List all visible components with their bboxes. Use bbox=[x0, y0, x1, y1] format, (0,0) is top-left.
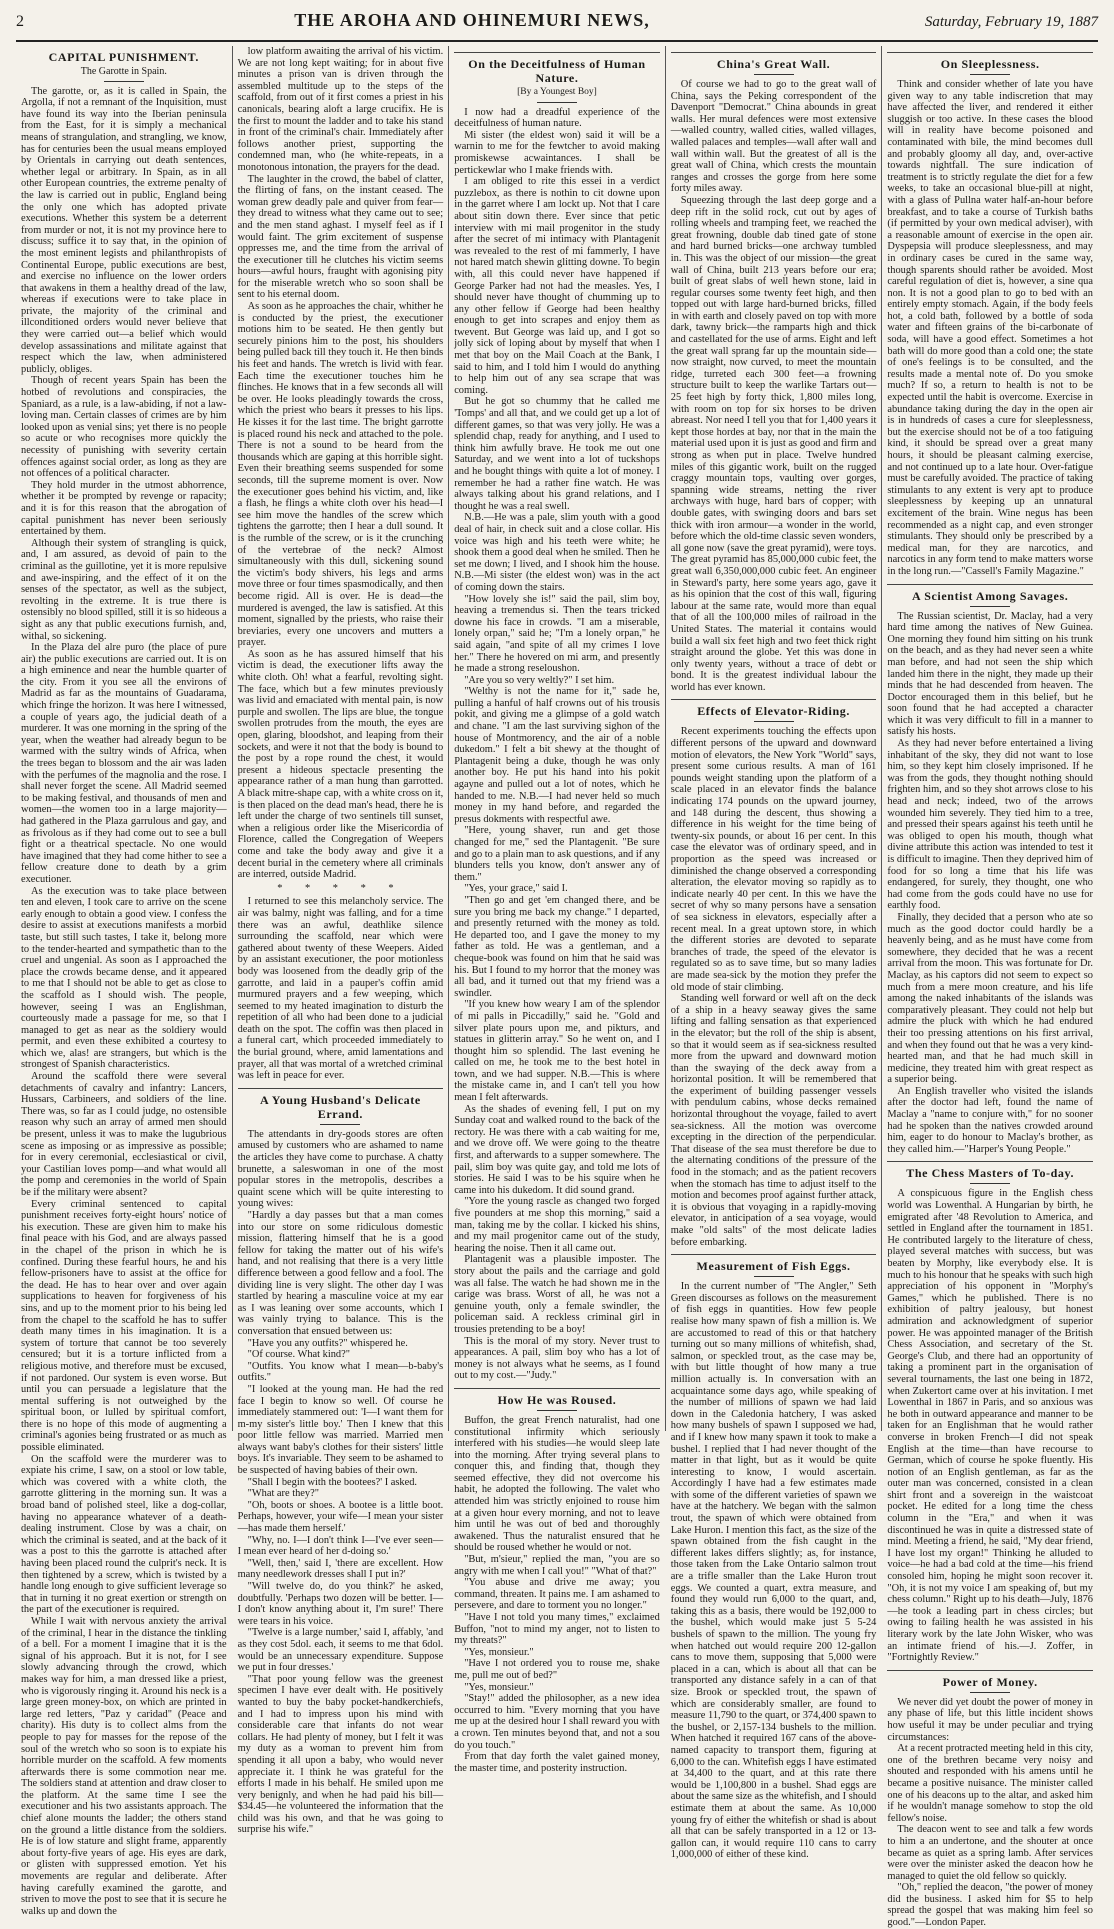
article-paragraph: As soon as he has assured himself that his victim is dead, the executioner lifts away the white cloth. Oh! what a fearful, revolting sight. The face, which but a few minutes previously was livid and emaciated with mental pain, is now purple and swollen. The lips are blue, the tongue swollen protrudes from the mouth, the eyes are open, glaring, bloodshot, and leaping from their sockets, and were it not that the body is bound to the post by a rope round the chest, it would present a hideous spectacle presenting the appearance rather of a man hung than garrotted. A black mitre-shape cap, with a white cross on it, is then placed on the dead man's head, there he is left under the charge of two sentinels till sunset, when a religious order like the Misericordia of Florence, called the Congregation of Weepers come and take the body away and give it a decent burial in the cemetery where all criminals are interred, outside Madrid. bbox=[237, 648, 444, 881]
article-paragraph: "You abuse and drive me away; you command, threaten. It pains me. I am ashamed to persevere, and dare to torment you no longer." bbox=[454, 1577, 660, 1612]
article-paragraph: I am obliged to rite this essei in a verdict puzzlebox, as there is nothin to cit downe upon in the garret where I am lockt up. Not that I care about sitin down there. Ever since that petic interview with mi mail progenitor in the study after the secret of mi intimacy with Plantagenit was revealed to the rest of mi fammerly, I have not hared match shewin glitting downe. To begin with, all this could never have happened if George Parker had not had the measles. Yes, I should never have thought of chumming up to any other fellow if George had been healthy enough to get into scrapes and enjoy them as twevent. But George was laid up, and I got so jolly sick of loping about by myself that when I met that boy on the Mail Coach at the Bank, I said to him, and I told him I would do anything to help him out of any sea scrape that was coming. bbox=[454, 176, 660, 396]
article-headline: A Scientist Among Savages. bbox=[912, 588, 1069, 603]
headline-rule bbox=[537, 1410, 577, 1411]
article-paragraph: Around the scaffold there were several detachments of cavalry and infantry: Lancers, Hussars, Carbineers, and soldiers of the line. There was, so far as I could judge, no ostensible reason why such an array of armed men should be present, unless it was to make the lugubrious scene as imposing or as impressive as possible; for in every ceremonial, ecclesiastical or civil, your Castilian loves pomp—and what would all the pomp and ceremonies in the world of Spain be if the military were absent? bbox=[21, 1071, 227, 1198]
article-paragraph: "Welthy is not the name for it," sade he, pulling a hanful of half crowns out of his trousis pokit, and giving me a glimpse of a gold watch and chane. "I am the last surviving sighon of the house of Montmorency, and the air of a noble dukedom." I felt a bit shewy at the thought of Plantagenit being a duke, though he was only another boy. He put his hand into his pokit agayne and pulled out a lot of notes, which he handed to me. N.B.—I had never held so much money in my hand before, and regarded the presus dokments with respectful awe. bbox=[454, 686, 660, 825]
article-paragraph: A conspicuous figure in the English chess world was Lowenthal. A Hungarian by birth, he emigrated after '48 Revolution to America, and settled in England after the tournament in 1851. He contributed largely to the literature of chess, played several matches with success, but was beaten by Morphy, like everybody else. It is much to his honour that he speaks with such high appreciation of his opponent in "Morphy's Games," which he published. There is no exhibition of paltry jealousy, but honest admiration and acknowledgment of superior power. He was appointed manager of the British Chess Association, and secretary of the St. George's Club, and there had an opportunity of taking a prominent part in the organisation of several tournaments, the last one being in 1872, when Zukertort came over at his invitation. I met Lowenthal in 1867 in Paris, and so anxious was he both in outward appearance and manner to be taken for an Englishman that he would rather converse in broken French—I did not speak English at the time—than have recourse to German, which of course he spoke fluently. His notion of an English gentleman, as far as the outer man was concerned, consisted in a clean shirt front and a sovereign in the waistcoat pocket. He edited for a long time the chess column in the "Era," and when it was discontinued he was in quite a distressed state of mind. Meeting a friend, he said, "My dear friend, I have lost my organ!" Thinking he alluded to voice—he had a bad cold at the time—his friend consoled him, hoping he might soon recover it. "Oh, it is not my voice I am speaking of, but my chess column." Right up to his death—July, 1876—he took a leading part in chess circles; but owing to failing health he was assisted in his literary work by the late John Wisker, who was an intimate friend of his.—J. Zoffer, in "Fortnightly Review." bbox=[887, 1188, 1093, 1664]
article-headline: How He was Roused. bbox=[497, 1392, 617, 1407]
article-paragraph: "Are you so very weltly?" I set him. bbox=[464, 674, 615, 686]
article-headline: Power of Money. bbox=[942, 1674, 1038, 1689]
article-paragraph: While I wait with nervous anxiety the arrival of the criminal, I hear in the distance the tinkling of a bell. For a moment I imagine that it is the signal of his approach. But it is not, for I see slowly advancing through the crowd, which makes way for him, a man dressed like a priest, who is vigorously ringing it. Around his neck is a large green money-box, on which are printed in large red letters, "Paz y caridad" (Peace and charity). His duty is to collect alms from the people to pay for masses for the repose of the soul of the wretch who so soon is to expiate his horrible murder on the scaffold. A few moments afterwards there is some commotion near me. The soldiers stand at attention and draw closer to the platform. At the same time I see the executioner and his two assistants approach. The chief alone mounts the ladder; the others stand on the ground a little distance from the soldiers. He is of low stature and slight frame, apparently about forty-five years of age. His eyes are dark, or glisten with suppressed emotion. Yet his movements are regular and deliberate. After having carefully examined the garotte, and striven to move the post to see that it is secure he walks up and down the bbox=[21, 1615, 227, 1917]
masthead bbox=[16, 10, 1098, 36]
article-headline: Measurement of Fish Eggs. bbox=[696, 1259, 851, 1274]
article-paragraph: As the shades of evening fell, I put on my Sunday coat and walked round to the back of the rectory. He was there with a cab waiting for me, and we drove off. We were going to the theatre first, and afterwards to a supper somewhere. The pail, slim boy was quite gay, and told me lots of stories. He said I was to be his squire when he came into his dukedom. It did sound grand. bbox=[454, 1103, 660, 1196]
article-paragraph: At a recent protracted meeting held in this city, one of the brethren became very noisy and shouted and responded with his amens until he became a positive nuisance. The minister called one of his deacons up to the altar, and asked him if he wouldn't manage somehow to stop the old fellow's noise. bbox=[887, 1743, 1093, 1824]
article-separator bbox=[887, 584, 1093, 585]
article-separator bbox=[454, 1388, 660, 1389]
headline-rule bbox=[754, 721, 794, 722]
article-paragraph: I now had a dreadful experience of the deceitfulness of human nature. bbox=[454, 106, 660, 130]
article-headline: The Chess Masters of To-day. bbox=[906, 1166, 1075, 1181]
section-break-stars: * * * * * bbox=[277, 882, 404, 894]
article-headline: On Sleeplessness. bbox=[940, 57, 1040, 71]
article-paragraph: The attendants in dry-goods stores are often amused by customers who are ashamed to name the articles they have come to purchase. A chatty brunette, a saleswoman in one of the most popular stores in the metropolis, describes a quaint scene which will be quite interesting to young wives: bbox=[237, 1128, 444, 1210]
article bbox=[21, 50, 227, 1917]
article bbox=[671, 57, 877, 693]
article-paragraph: In the Plaza del alre puro (the place of pure air) the public executions are carried out. It is on a high eminence and near the humble quarter of the city. From it you see all the environs of Madrid as far as the mountains of Guadarama, which fringe the horizon. It was here I witnessed, a couple of years ago, the judicial death of a murderer. It was one morning in the spring of the year, when the weather had already begun to be warmed with the sultry winds of Africa, when the trees began to blossom and the air was laden with the perfumes of the magnolia and the rose. I shall never forget the scene. All Madrid seemed to be making festival, and thousands of men and women—the women too in a large majority—had gathered in the Plaza garrulous and gay, and as frivolous as if they had come out to see a bull fight or a theatrical spectacle. No one would have imagined that they had come hither to see a fellow creature done to death by a grim executioner. bbox=[21, 642, 227, 885]
article-headline: CAPITAL PUNISHMENT. bbox=[48, 50, 199, 64]
article-separator bbox=[671, 1254, 877, 1255]
article bbox=[887, 589, 1093, 1156]
article-paragraph: Recent experiments touching the effects upon different persons of the upward and downward motion of elevators, the New York "World" says, present some curious results. A man of 161 pounds weight standing upon the platform of a scale placed in an elevator finds the balance indicating 174 pounds on the upward journey, and 148 during the descent, thus showing a difference in his weight for the time being of twenty-six pounds, or about 16 per cent. In this case the elevator was of ordinary speed, and in proportion as the speed was increased or diminished the change observed a corresponding alteration, the elevator moving so rapidly as to indicate nearly 40 per cent. In this we have the secret of why so many persons have a sensation of sea sickness in elevators, especially after a recent meal. In a great uptown store, in which the different stories are devoted to separate branches of trade, the speed of the elevator is regulated so as to save time, but so many ladies are made sea-sick by the motion they prefer the old mode of stair climbing. bbox=[670, 726, 877, 993]
article bbox=[454, 57, 660, 1382]
article-headline: Effects of Elevator-Riding. bbox=[697, 704, 850, 719]
article bbox=[887, 57, 1093, 578]
article-separator bbox=[887, 52, 1093, 53]
column-2 bbox=[233, 46, 450, 1836]
article-headline: On the Deceitfulness of Human Nature. bbox=[468, 57, 646, 85]
article-paragraph: Mi sister (the eldest won) said it will be a warnin to me for the fewtcher to avoid making promiskewse acwaintances. I shall be pertickewlar who I make friends with. bbox=[454, 129, 660, 176]
article bbox=[671, 704, 877, 1248]
article-separator bbox=[238, 1088, 444, 1089]
article-paragraph: "Will twelve do, do you think?' he asked, doubtfully. 'Perhaps two dozen will be better. I—I don't know anything about it, I'm sure!' There were tears in his voice. bbox=[237, 1581, 444, 1627]
article bbox=[454, 1393, 660, 1774]
headline-rule bbox=[970, 74, 1010, 75]
article-paragraph: "Stay!" added the philosopher, as a new idea occurred to him. "Every morning that you have me up at the desired hour I shall reward you with a crown. Ten minutes beyond that, and not a sou do you touch." bbox=[454, 1693, 660, 1751]
article-paragraph: From that day forth the valet gained money, the master time, and posterity instruction. bbox=[454, 1751, 660, 1774]
article-paragraph: "But, m'sieur," replied the man, "you are so angry with me when I call you!" "What of that?" bbox=[454, 1554, 660, 1577]
article-separator bbox=[887, 1161, 1093, 1162]
article-paragraph: Every criminal sentenced to capital punishment receives forty-eight hours' notice of his execution. These are given him to make his final peace with his God, and are always passed in the chapel of the prison in which he is confined. During these fearful hours, he and his fellow-prisoners have to assist at the office for the dead. He has to hear over and over again supplications to heaven for forgiveness of his sins, and up to the moment prior to his being led from the chapel to the scaffold he has to suffer death many times in his imagination. It is a system of torture that cannot be too severely censured; but it is a torture inflicted from a religious motive, and therefore must be excused, if not pardoned. Our system is even worse. But until you can persuade a legislature that the mental suffering is not outweighed by the spiritual boon, or lulled by spiritual comfort, there is no hope of this mode of augmenting a criminal's agonies being frustrated or as much as possible eliminated. bbox=[21, 1198, 227, 1454]
article-paragraph: Standing well forward or well aft on the deck of a ship in a heavy seaway gives the same lifting and falling sensation as that experienced in the elevator; but the roll of the ship is absent, so that it would seem as if sea-sickness resulted more from the upward and downward motion than the swaying of the deck away from a horizontal position. It will be remembered that the experiment of building passenger vessels with pendulum cabins, whose decks remained horizontal throughout the voyage, failed to avert sea-sickness. All the motion was overcome excepting in the direction of the perpendicular. That disease of the sea must therefore be due to the alternating conditions of the pressure of the food in the stomach; and as the patient recovers when the stomach has time to adjust itself to the motion and becomes proof against further attack, it is obvious that voyaging in a rapidly-moving elevator, in anticipation of a sea voyage, would make "old salts" of the most delicate ladies before embarking. bbox=[670, 993, 877, 1248]
article-paragraph: N.B.—He was a pale, slim youth with a good deal of hair, in check suit and a close collar. His voice was high and his teeth were white; he shook them a good deal when he smiled. Then he set me down; I lived, and I shook him the house. N.B.—Mi sister (the eldest won) was in the act of coming down the stairs. bbox=[454, 512, 660, 593]
column-5 bbox=[882, 46, 1098, 1929]
article bbox=[238, 1093, 444, 1836]
article-paragraph: "Yore the young rascle as changed two forged five pounders at me shop this morning," said a man, taking me by the collar. I kicked his shins, and my mail progenitor came out of the study, hearing the noise. Then it all came out. bbox=[454, 1196, 660, 1254]
article-paragraph: "Yes, monsieur." bbox=[464, 1646, 534, 1658]
article-paragraph: Of course we had to go to the great wall of China, says the Peking correspondent of the Davenport "Democrat." China abounds in great walls. Her mural defences were most extensive—walled country, walled cities, walled villages, walled palaces and temples—wall after wall and wall within wall. But the greatest of all is the great wall of China, which crests the mountain ranges and crosses the gorge from here some forty miles away. bbox=[670, 79, 877, 195]
article-paragraph: "What are they?" bbox=[247, 1488, 319, 1500]
article-paragraph: "Have I not told you many times," exclaimed Buffon, "not to mind my anger, not to listen to my threats?" bbox=[454, 1612, 660, 1647]
article-paragraph: "Twelve is a large number,' said I, affably, 'and as they cost 5dol. each, it seems to me that 6dol. would be an unnecessary expenditure. Suppose we put in four dresses.' bbox=[237, 1627, 444, 1674]
article-paragraph: I returned to see this melancholy service. The air was balmy, night was falling, and for a time there was an awful, deathlike silence surrounding the scaffold, near which were gathered about twenty of these Weepers. Aided by an assistant executioner, the poor motionless body was loosened from the deadly grip of the garrotte, and laid in a pauper's coffin amid murmured prayers and a few weeping, which seemed to my heated imagination to disturb the repetition of all who had been done to a judicial death on the spot. The coffin was then placed in a funeral cart, which proceeded immediately to the burial ground, where, amid lamentations and prayer, all that was mortal of a wretched criminal was left in peace for ever. bbox=[237, 896, 444, 1082]
article-paragraph: "Yes, your grace," said I. bbox=[464, 883, 568, 895]
article-paragraph: "Outfits. You know what I mean—b-baby's outfits." bbox=[237, 1360, 444, 1384]
article-separator bbox=[887, 1670, 1093, 1671]
article-paragraph: We never did yet doubt the power of money in any phase of life, but this little incident shows how useful it may be under peculiar and trying circumstances: bbox=[887, 1696, 1093, 1743]
article-paragraph: "How lovely she is!" said the pail, slim boy, heaving a tremendus si. Then the tears tricked downe his face in crowds. "I am a miserable, lonely orpan," said he; "I'm a lonely orpan," he said again, "and spite of all my crimes I love her." There he hovered on mi arm, and presently he made a strong reseloushon. bbox=[454, 593, 660, 675]
article-paragraph: Although their system of strangling is quick, and, I am assured, as devoid of pain to the criminal as the guillotine, yet it is more repulsive and awe-inspiring, and the effect of it on the senses of the spectator, as well as the subject, revolting in the extreme. It is true there is ostensibly no blood spilled, still it is so hideous a sight as any that public executions furnish, and, withal, so sickening. bbox=[21, 537, 227, 642]
article bbox=[887, 1166, 1093, 1663]
article bbox=[671, 1259, 877, 1861]
article-separator bbox=[671, 699, 877, 700]
article-paragraph: Think and consider whether of late you have given way to any table indiscretion that may have affected the liver, and rendered it either sluggish or too active. In these cases the blood will in reality have become poisoned and contaminated with bile, the mind becomes dull and probably gloomy all day, and, over-active towards nightfall. The sure indication of treatment is to strictly regulate the diet for a few weeks, to take an occasional blue-pill at night, with a glass of Pullna water half-an-hour before breakfast, and to take a course of Turkish baths (if permitted by your own medical adviser), with a reasonable amount of exercise in the open air. Dyspepsia will produce sleeplessness, and may in ordinary cases be cured in the same way, though sparents should rather be avoided. Most careful regulation of diet is, however, a sine qua non. It is not a good plan to go to bed with an entirely empty stomach. Again, if the body feels hot, a cold bath, followed by a bottle of soda water and fifteen grains of the bi-carbonate of soda, will have a good effect. Sometimes a hot bath will do more good than a cold one; the state of one's feelings is to be consulted, and the results made a mental note of. Do you smoke much? If so, a return to health is not to be expected until the habit is overcome. Exercise in abundance taking during the day in the open air is in hundreds of cases a cure for sleeplessness, but the exercise should not be of a too fatiguing kind, it should be spread over a great many hours, it should be pleasant calming exercise, and not continued up to a late hour. Over-fatigue must be carefully avoided. The practice of taking stimulants to any extent is very apt to produce sleeplessness by keeping up an unnatural excitement of the brain. Wine negus has been recommended as a night cap, and even stronger stimulants. They should only be prescribed by a medical man, for they are narcotics, and narcotics in any form tend to make matters worse in the long run.—"Cassell's Family Magazine." bbox=[887, 79, 1093, 577]
article-byline: [By a Youngest Boy] bbox=[517, 87, 597, 97]
article bbox=[238, 883, 444, 1082]
article bbox=[238, 46, 444, 881]
article-paragraph: This is the moral of my story. Never trust to appearances. A pail, slim boy who has a lot of money is not always what he seems, as I found out to my cost.—"Judy." bbox=[454, 1335, 660, 1382]
issue-date: Saturday, February 19, 1887 bbox=[924, 14, 1098, 30]
article-paragraph: Plantagenit was a plausible imposter. The story about the pails and the carriage and gold was all false. The watch he had shown me in the carige was brass. Worst of all, he was not a genuine youth, only a female swindler, the policeman said. A reckless criminal girl in trousies pretending to be a boy! bbox=[454, 1254, 660, 1335]
masthead-rule bbox=[16, 40, 1098, 42]
page-number: 2 bbox=[16, 13, 24, 30]
headline-rule bbox=[970, 606, 1010, 607]
column-3 bbox=[449, 46, 666, 1774]
article-paragraph: "Oh, boots or shoes. A bootee is a little boot. Perhaps, however, your wife—I mean your sister—has made them herself.' bbox=[237, 1499, 444, 1535]
article-paragraph: Squeezing through the last deep gorge and a deep rift in the solid rock, cut out by ages of rolling wheels and tramping feet, we reached the great frowning, double dab tined gate of stone and hard burned bricks—one archway tumbled in. This was the object of our mission—the great wall of China, built 213 years before our era; built of great slabs of well hewn stone, laid in regular courses some twenty feet high, and then topped out with large hard-burned bricks, filled in with earth and closely paved on top with more dark, tawny brick—the ramparts high and thick and castellated for the use of arms. Eight and left the great wall sprang far up the mountain side—now straight, now curved, to meet the mountain ridge, turreted each 300 feet—a frowning structure built to keep the warlike Tartars out—25 feet high by forty thick, 1,800 miles long, with room on top for six horses to be driven abreast. Nor need I tell you that for 1,400 years it kept those hordes at bay, nor that in the main the material used upon it is just as good and firm and strong as when put in place. Twelve hundred miles of this gigantic work, built on the rugged craggy mountain tops, vaulting over gorges, spanning wide streams, netting the river archways with huge, hard bars of copper; with double gates, with swinging doors and bars set thick with iron armour—a wonder in the world, before which the old-time classic seven wonders, all gone now (save the great pyramid), were toys. The great pyramid has 85,000,000 cubic feet, the great wall 6,350,000,000 cubic feet. An engineer in Steward's party, here some years ago, gave it as his opinion that the cost of this wall, figuring labour at the same rate, would more than equal that of all the 100,000 miles of railroad in the United States. The material it contains would build a wall six feet high and two feet thick right straight around the globe. Yet this was done in only twenty years, without a trace of debt or bond. It is the greatest individual labour the world has ever known. bbox=[670, 194, 877, 693]
article-paragraph: The Russian scientist, Dr. Maclay, had a very hard time among the natives of New Guinea. One morning they found him sitting on his trunk on the beach, and as they had never seen a white man before, and had not seen the ship which landed him there in the night, they made up their minds that he had descended from heaven. The Doctor encouraged them in this belief, but he soon found that he had accepted a character which it was very difficult to fill in a manner to satisfy his hosts. bbox=[887, 610, 1093, 738]
headline-rule bbox=[754, 74, 794, 75]
article-paragraph: "Hardly a day passes but that a man comes into our store on some ridiculous domestic mission, flattering himself that he is a good fellow for taking the matter out of his wife's hand, and not realising that there is a very little difference between a good fellow and a fool. The dividing line is very slight. The other day I was startled by hearing a masculine voice at my ear as I was leaning over some accounts, which I was vainly trying to balance. This is the conversation that ensued between us: bbox=[237, 1210, 444, 1337]
article-paragraph: As the execution was to take place between ten and eleven, I took care to arrive on the scene early enough to obtain a good view. I confess the desire to assist at executions manifests a morbid taste, but still such tastes, I take it, belong more to the tender-hearted and sympathetic than to the cruel and ungenial. As soon as I approached the place the crowds became dense, and it appeared to me that I should not be able to get as close to the scaffold as I should wish. The people, however, seeing I was an Englishman, courteously made a passage for me, so that I managed to get as near as the soldiery would permit, and even these exhibited a courtesy to which we, alas! are strangers, but which is the strongest of Spanish characteristics. bbox=[21, 885, 227, 1071]
article-paragraph: Finally, they decided that a person who ate so much as the good doctor could hardly be a heavenly being, and as he must have come from somewhere, they decided that he was a recent arrival from the moon. This was fortunate for Dr. Maclay, as his captors did not seem to expect so much from a mere moon creature, and his life among the naked inhabitants of the islands was comparatively pleasant. They could not help but admire the pluck with which he had endured their too pressing attentions on his first arrival, and when they found out that he was a very kind-hearted man, and that he had much skill in medicine, they treated him with great respect as a superior being. bbox=[887, 911, 1093, 1086]
article-paragraph: "If you knew how weary I am of the splendor of mi palls in Piccadilly," said he. "Gold and silver plate pours upon me, and pikturs, and statues in glitterin array." So he went on, and I thought him so splendid. The last evening he called on me, he took me to the best hotel in town, and we had supper. N.B.—This is where the mistake came in, and I can't tell you how mean I felt afterwards. bbox=[454, 999, 660, 1104]
article-paragraph: On the scaffold were the murderer was to expiate his crime, I saw, on a stool or low table, which was covered with a white cloth, the garrotte glittering in the morning sun. It was a broad band of polished steel, like a dog-collar, having no appearance whatever of a death-dealing instrument. Close by was a chair, on which the criminal is seated, and at the back of it was a post to this the garrotte is attached after having been placed round the culprit's neck. It is then tightened by a screw, which is twisted by a handle long enough to give sufficient leverage so that in turning it no great exertion or strength on the part of the executioner is required. bbox=[21, 1453, 227, 1616]
article-paragraph: "Have you any outfits?" whispered he. bbox=[247, 1337, 408, 1349]
article-paragraph: "Here, young shaver, run and get those changed for me," sed the Plantagenit. "Be sure and go to a plain man to ask questions, and if any blunders tells you know, don't answer any of them." bbox=[454, 825, 660, 883]
headline-rule bbox=[537, 102, 577, 103]
article-paragraph: "Yes, monsieur." bbox=[464, 1681, 534, 1693]
headline-rule bbox=[970, 1692, 1010, 1693]
article-paragraph: "Well, then,' said I, 'there are excellent. How many needlework dresses shall I put in?' bbox=[237, 1557, 444, 1581]
article-paragraph: The laughter in the crowd, the babel of clatter, the flirting of fans, on the instant ceased. The woman grew deadly pale and quiver from fear—they dread to witness what they came out to see; and the men stand aghast. I myself feel as if I would faint. The grim excitement of suspense oppresses me, and the time from the arrival of the executioner till he clutches his victim seems hours—awful hours, fraught with agonising pity for the miserable wretch who so soon shall be sent to his eternal doom. bbox=[237, 173, 444, 301]
article-separator bbox=[454, 52, 660, 53]
headline-rule bbox=[104, 81, 144, 82]
article-paragraph: The deacon went to see and talk a few words to him a an undertone, and the shouter at once became as quiet as a spring lamb. After services were over the minister asked the deacon how he managed to quiet the old fellow so quickly. bbox=[887, 1824, 1093, 1882]
article-paragraph: In the current number of "The Angler," Seth Green discourses as follows on the measurement of fish eggs in quantities. How few people realise how many spawn of fish a million is. We are accustomed to read of this or that hatchery turning out so many millions of whitefish, shad, salmon, or speckled trout, as the case may be, with but little thought of how many a true million actually is. In conversation with an acquaintance some days ago, while speaking of the number of millions of spawn we had laid down in the Caledonia hatchery, I was asked how many bushels of spawn I supposed we had, and if I knew how many spawn it took to make a bushel. I replied that I had never thought of the matter in that light, but as it would be quite interesting to know, I would ascertain. Accordingly I have had a few estimates made with some of the different varieties of spawn we have at the hatchery. We began with the salmon trout, the spawn of which were obtained from Lake Huron. I mention this fact, as the size of the spawn obtained from the fish caught in the different lakes differs slightly; as, for instance, those taken from the Lake Ontario salmon trout are a trifle smaller than the Lake Huron trout eggs. We counted a quart, extra measure, and found they would run 6,000 to the quart, and, taking this as a basis, there would be 192,000 to the bushel, which would make just 5 5-24 bushels of spawn to the million. The young fry when hatched out would require 200 12-gallon cans to move them, supposing that 5,000 were placed in a can, which is about all that can be transported any distance safely in a can of that size. Brook or speckled trout, the spawn of which are considerably smaller, are found to measure 11,790 to the quart, or 374,400 spawn to the bushel, or 2,157-134 bushels to the million. When hatched it required 167 cans of the above-named capacity to transport them, figuring at 6,000 to the can. Whitefish eggs I have estimated at 34,400 to the quart, and at this rate there would be 1,100,800 in a bushel. Shad eggs are about the same size as the whitefish, and I should estimate them at about the same. As 10,000 young fry of either the whitefish or shad is about all that can be safely transported in a 12 or 13-gallon can, it would require 110 cans to carry 1,000,000 of either of these kind. bbox=[670, 1281, 877, 1861]
headline-rule bbox=[970, 1183, 1010, 1184]
article-paragraph: An English traveller who visited the islands after the doctor had left, found the name of Maclay a "name to conjure with," for no sooner had he spoken than the natives crowded around him, eager to do honour to Maclay's brother, as they called him.—"Harper's Young People." bbox=[887, 1085, 1093, 1155]
article-paragraph: "Have I not ordered you to rouse me, shake me, pull me out of bed?" bbox=[454, 1658, 660, 1681]
article-headline: A Young Husband's Delicate Errand. bbox=[259, 1092, 421, 1121]
article-paragraph: As soon as he approaches the chair, whither he is conducted by the priest, the executioner motions him to be seated. He then gently but securely pinions him to the post, his shoulders being pulled back till they touch it. He then binds his feet and hands. The wretch is livid with fear. Each time the executioner touches him he flinches. He knows that in a few seconds all will be over. He looks pleadingly towards the cross, which the priest who bears it presses to his lips. He kisses it for the last time. The bright garrotte is placed round his neck and attached to the pole. There is not a sound to be heard from the thousands which are gaping at this horrible sight. Even their breathing seems suspended for some seconds, till the supreme moment is over. Now the executioner goes behind his victim, and, like a flash, he flings a white cloth over his head—I see him move the handles of the screw which tightens the garrotte; then I hear a dull sound. It is the rumble of the screw, or is it the crunching of the vertebrae of the neck? Almost simultaneously with this dull, sickening sound the victim's body shivers, his legs and arms move three or four times spasmodically, and then become rigid. All is over. He is dead—the murdered is avenged, the law is satisfied. At this moment, signalled by the priests, who raise their breviaries, every one uncovers and mutters a prayer. bbox=[237, 301, 444, 649]
article-paragraph: "That poor young fellow was the greenest specimen I have ever dealt with. He positively wanted to buy the baby pocket-handkerchiefs, and I had to impress upon his mind with considerable care that infants do not wear collars. He had plenty of money, but I felt it was my duty as a woman to prevent him from spending it all upon a baby, who would never appreciate it. I think he was grateful for the efforts I made in his behalf. He smiled upon me very benignly, and when he had paid his bill—$34.45—he volunteered the information that the child was his own, and that he was going to surprise his wife." bbox=[237, 1673, 444, 1836]
article-headline: China's Great Wall. bbox=[716, 57, 831, 71]
article-paragraph: The garotte, or, as it is called in Spain, the Argolla, if not a remnant of the Inquisition, must have found its way into the Iberian peninsula from the East, for it is simply a mechanical means of strangulation, and strangling, we know, has for centuries been the usual means employed by Orientals in carrying out death sentences, whether legal or arbitrary. In Spain, as in all other European countries, the extreme penalty of the law is carried out in public, England being the only one which has adopted private executions. Whether this system be a deterrent from murder or not, it is not my province here to discuss; suffice it to say that, in the opinion of the most eminent legists and philanthropists of Continental Europe, public executions are best, and exercise no influence on the lower orders that awakens in them a healthy dread of the law, whereas if executions were to take place in private, the majority of the criminal and illconditioned orders would never believe that they were carried out—a belief which would develop assassinations and militate against that respect which the law, when administered publicly, obliges. bbox=[21, 85, 227, 375]
article bbox=[887, 1675, 1093, 1929]
article-separator bbox=[671, 52, 877, 53]
column-4 bbox=[666, 46, 883, 1861]
article-paragraph: "I looked at the young man. He had the red face I begin to know so well. Of course he immediately stammered out: 'I—I want them for m-my sister's little boy.' Then I knew that this poor little fellow was married. Married men always want baby's clothes for their sisters' little boys. It's invariable. They seem to be ashamed to be suspected of having babies of their own. bbox=[237, 1383, 444, 1477]
article-paragraph: Buffon, the great French naturalist, had one constitutional infirmity which seriously interfered with his studies—he would sleep late into the morning. After trying several plans to conquer this, and finding that, though they seemed effective, they did not overcome his habit, he adopted the following. The valet who attended him was strictly enjoined to rouse him at a given hour every morning, and not to leave him until he was out of bed and thoroughly awakened. Thus the naturalist ensured that he should be roused whether he would or not. bbox=[454, 1414, 660, 1554]
column-1 bbox=[16, 46, 233, 1917]
article-paragraph: "Oh," replied the deacon, "the power of money did the business. I asked him for $5 to help spread the gospel that was making him feel so good."—London Paper. bbox=[887, 1882, 1093, 1929]
newspaper-title: THE AROHA AND OHINEMURI NEWS, bbox=[294, 10, 650, 30]
article-paragraph: They hold murder in the utmost abhorrence, whether it be prompted by revenge or rapacity; and it is for this reason that the abrogation of capital punishment has never been seriously entertained by them. bbox=[21, 479, 227, 538]
article-paragraph: As they had never before entertained a living inhabitant of the sky, they did not want to lose him, so they kept him closely imprisoned. If he was from the gods, they thought nothing should frighten him, and so they shot arrows close to his head and neck; indeed, two of the arrows wounded him severely. They tied him to a tree, and pressed their spears against his teeth until he was obliged to open his mouth, though what divine attribute this action was intended to test it is difficult to imagine. Then they deprived him of food for so long a time that his life was endangered, for surely, they thought, one who had come from the gods could have no use for earthly food. bbox=[887, 738, 1093, 912]
article-paragraph: But he got so chummy that he called me 'Tomps' and all that, and we could get up a lot of different games, so that was very jolly. He was a splendid chap, ready for anything, and I used to think him awfully brave. He took me out one Saturday, and we went into a lot of tuckshops and he bought things with quite a lot of money. I remember he had a rather fine watch. He was always talking about his grand relations, and I thought he was a real swell. bbox=[454, 396, 660, 512]
article-subhead: The Garotte in Spain. bbox=[80, 66, 167, 77]
article-paragraph: "Of course. What kind?" bbox=[247, 1349, 350, 1361]
article-paragraph: "Shall I begin with the bootees?' I asked. bbox=[247, 1476, 418, 1488]
headline-rule bbox=[320, 1124, 360, 1125]
headline-rule bbox=[754, 1276, 794, 1277]
columns bbox=[16, 46, 1098, 1929]
article-paragraph: "Why, no. I—I don't think I—I've ever seen—I mean ever heard of her d-doing so.' bbox=[237, 1534, 444, 1558]
article-paragraph: "Then go and get 'em changed there, and be sure you bring me back my change." I departed, and presently returned with the money as told. He departed too, and I gave the money to my father as told. He was a gentleman, and a cheque-book was found on him that he said was his. But I found to my horror that the money was all bad, and it turned out that my friend was a swindler. bbox=[454, 894, 660, 999]
article-paragraph: low platform awaiting the arrival of his victim. We are not long kept waiting; for in about five minutes a prison van is driven through the assembled multitude up to the steps of the scaffold, from out of it first comes a priest in his canonicals, bearing aloft a large crucifix. He is the first to mount the ladder and to take his stand in front of the criminal's chair. Immediately after follows another priest, supporting the condemned man, who (he white-repeats, in a monotonous intonation, the prayers for the dead. bbox=[237, 46, 444, 173]
article-paragraph: Though of recent years Spain has been the hotbed of revolutions and conspiracies, the Spaniard, as a rule, is a law-abiding, if not a law-loving man. Certain classes of crimes are by him looked upon as venial sins; yet there is no people so acute or who recognises more quickly the necessity of punishing with severity certain offences against social order, as long as they are not offences of a political character. bbox=[21, 375, 227, 480]
